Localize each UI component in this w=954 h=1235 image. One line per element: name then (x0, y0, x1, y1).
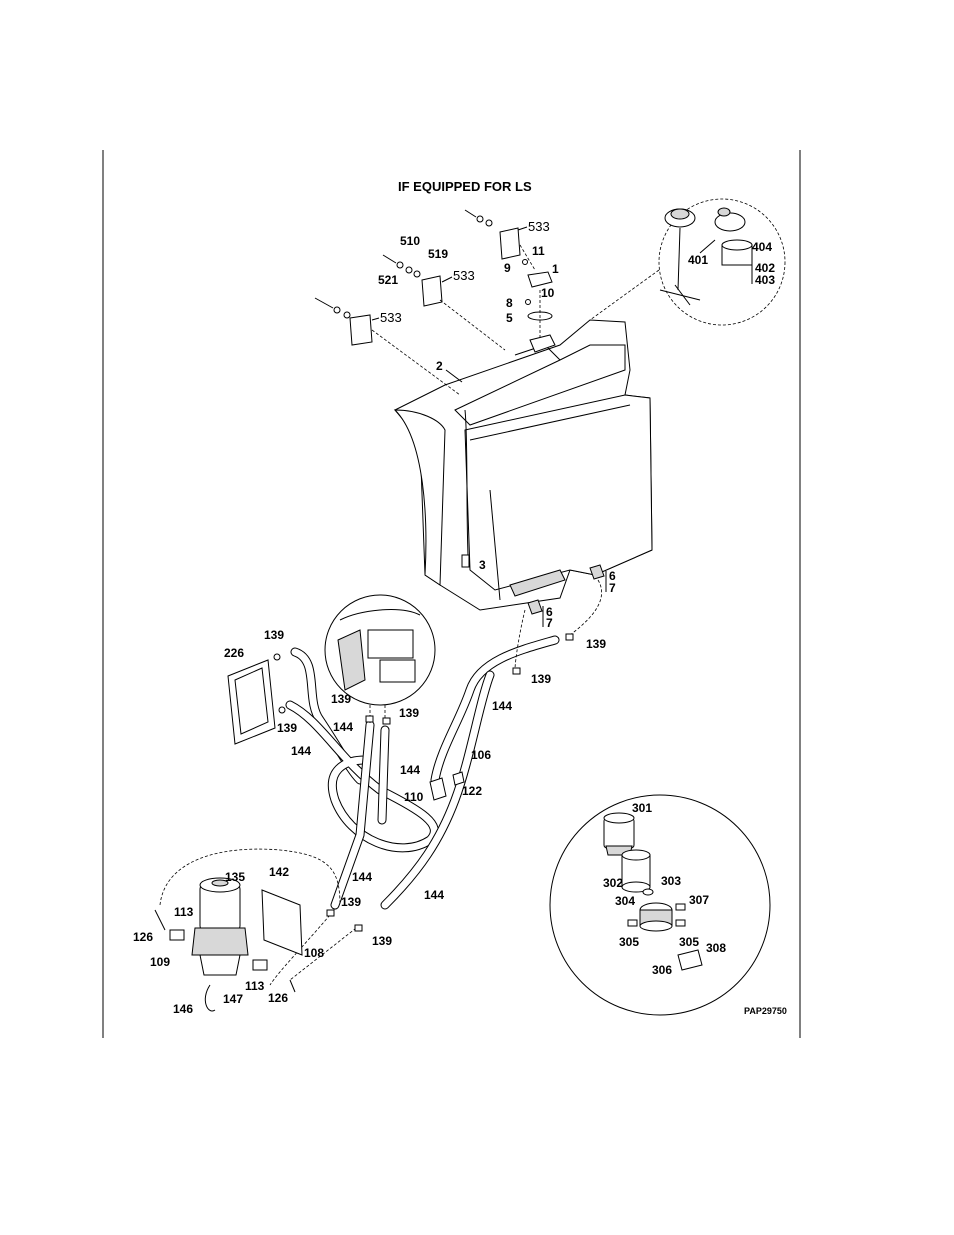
label-144-lower-left: 144 (352, 870, 373, 884)
label-401: 401 (688, 253, 709, 267)
label-7-right: 7 (609, 581, 616, 595)
label-303: 303 (661, 874, 682, 888)
label-142: 142 (269, 865, 290, 879)
label-6-mid: 6 (546, 605, 553, 619)
label-144-tank: 144 (492, 699, 513, 713)
label-533-left: 533 (380, 310, 402, 325)
label-139-cooler-top: 139 (264, 628, 285, 642)
label-139-lower-left: 139 (341, 895, 362, 909)
label-110: 110 (404, 790, 424, 804)
figure-code: PAP29750 (744, 1006, 787, 1016)
label-10: 10 (541, 286, 555, 300)
label-139-lower-right: 139 (372, 934, 393, 948)
label-308: 308 (706, 941, 727, 955)
label-109: 109 (150, 955, 171, 969)
label-139-tank-mid: 139 (531, 672, 552, 686)
label-404: 404 (752, 240, 773, 254)
label-403: 403 (755, 273, 776, 287)
label-9: 9 (504, 261, 511, 275)
label-521: 521 (378, 273, 399, 287)
label-3: 3 (479, 558, 486, 572)
label-113-right: 113 (245, 979, 265, 993)
label-402: 402 (755, 261, 776, 275)
label-2: 2 (436, 359, 443, 373)
label-510: 510 (400, 234, 421, 248)
label-1: 1 (552, 262, 559, 276)
label-8: 8 (506, 296, 513, 310)
label-146: 146 (173, 1002, 194, 1016)
label-126-left: 126 (133, 930, 154, 944)
label-533-middle: 533 (453, 268, 475, 283)
label-139-tank-right: 139 (586, 637, 607, 651)
label-11: 11 (532, 244, 545, 258)
label-306: 306 (652, 963, 673, 977)
label-144-right-vertical: 144 (400, 763, 421, 777)
label-5: 5 (506, 311, 513, 325)
label-139-center-right: 139 (399, 706, 420, 720)
label-7-mid: 7 (546, 616, 553, 630)
label-533-right: 533 (528, 219, 550, 234)
diagram-title: IF EQUIPPED FOR LS (398, 179, 532, 194)
label-135: 135 (225, 870, 246, 884)
label-113-left: 113 (174, 905, 194, 919)
label-305-right: 305 (679, 935, 700, 949)
label-226: 226 (224, 646, 245, 660)
label-144-left: 144 (291, 744, 312, 758)
label-307: 307 (689, 893, 710, 907)
label-106: 106 (471, 748, 492, 762)
filter-element-detail-circle (550, 795, 770, 1015)
label-144-lower-right: 144 (424, 888, 445, 902)
label-126-right: 126 (268, 991, 289, 1005)
label-301: 301 (632, 801, 653, 815)
label-305-left: 305 (619, 935, 640, 949)
label-122: 122 (462, 784, 483, 798)
label-147: 147 (223, 992, 244, 1006)
fuel-tank (395, 320, 652, 610)
label-144-center: 144 (333, 720, 354, 734)
label-139-cooler-bottom: 139 (277, 721, 298, 735)
label-108: 108 (304, 946, 325, 960)
label-139-center-left: 139 (331, 692, 352, 706)
label-6-right: 6 (609, 569, 616, 583)
label-302: 302 (603, 876, 624, 890)
label-519: 519 (428, 247, 449, 261)
label-304: 304 (615, 894, 636, 908)
